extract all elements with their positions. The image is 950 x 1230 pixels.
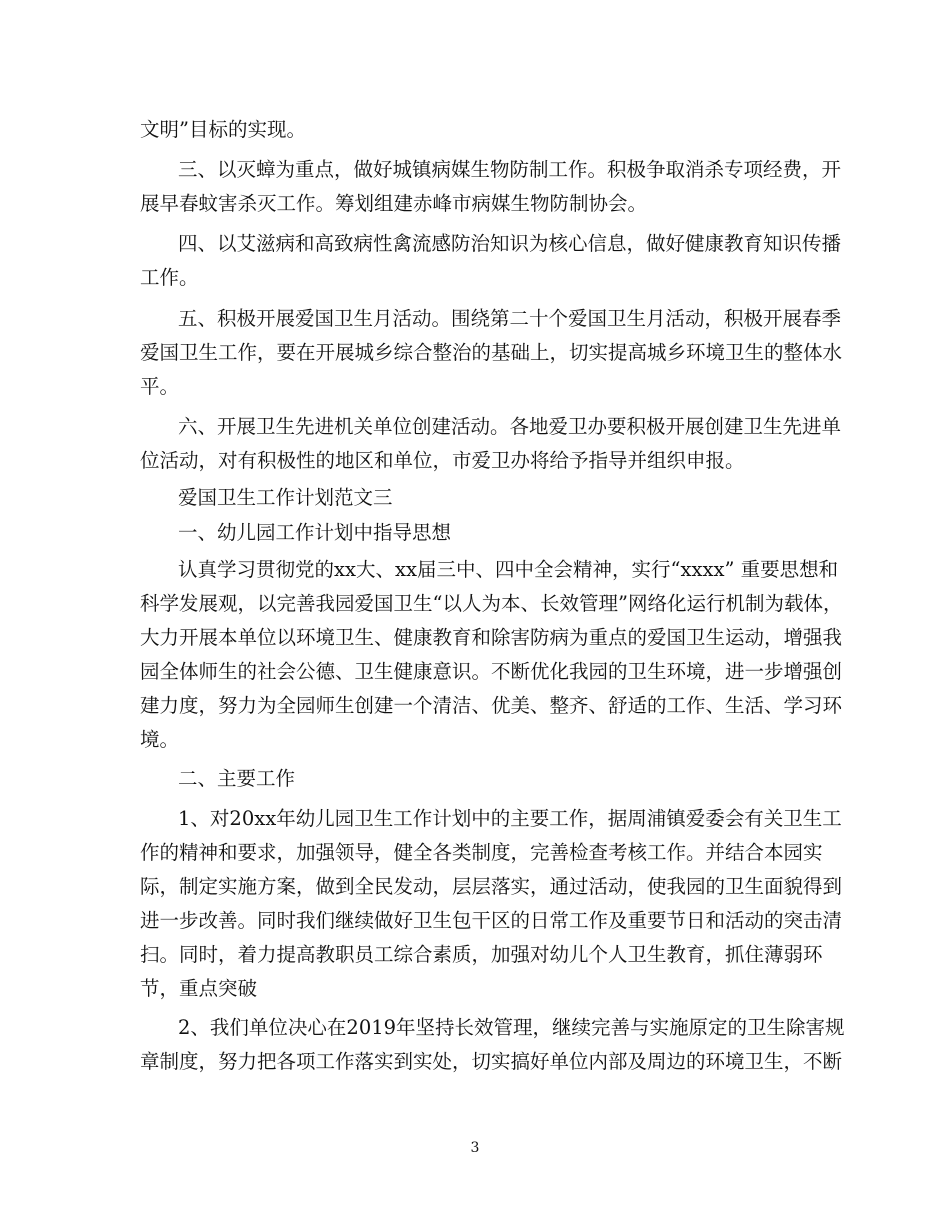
text-line: 建力度，努力为全园师生创建一个清洁、优美、整齐、舒适的工作、生活、学习环	[140, 694, 843, 717]
text-line: 际，制定实施方案，做到全民发动，层层落实，通过活动，使我园的卫生面貌得到	[140, 875, 843, 898]
text-line: 五、积极开展爱国卫生月活动。围绕第二十个爱国卫生月活动，积极开展春季	[178, 307, 842, 330]
text-line: 章制度，努力把各项工作落实到实处，切实搞好单位内部及周边的环境卫生，不断	[140, 1050, 843, 1073]
text-line: 六、开展卫生先进机关单位创建活动。各地爱卫办要积极开展创建卫生先进单	[178, 415, 842, 438]
text-line: 文明”目标的实现。	[140, 118, 306, 141]
text-line: 认真学习贯彻党的xx大、xx届三中、四中全会精神，实行“xxxx” 重要思想和	[178, 558, 839, 581]
section-heading: 一、幼儿园工作计划中指导思想	[178, 521, 452, 544]
section-heading: 爱国卫生工作计划范文三	[178, 486, 393, 509]
text-line: 1、对20xx年幼儿园卫生工作计划中的主要工作，据周浦镇爱委会有关卫生工	[178, 807, 842, 830]
text-line: 平。	[140, 375, 180, 398]
text-line: 境。	[140, 728, 180, 751]
text-line: 三、以灭蟑为重点，做好城镇病媒生物防制工作。积极争取消杀专项经费，开	[178, 158, 842, 181]
text-line: 作的精神和要求，加强领导，健全各类制度，完善检查考核工作。并结合本园实	[140, 841, 823, 864]
text-line: 扫。同时，着力提高教职员工综合素质，加强对幼儿个人卫生教育，抓住薄弱环	[140, 943, 823, 966]
section-heading: 二、主要工作	[178, 767, 296, 790]
text-line: 爱国卫生工作，要在开展城乡综合整治的基础上，切实提高城乡环境卫生的整体水	[140, 341, 843, 364]
text-line: 展早春蚊害杀灭工作。筹划组建赤峰市病媒生物防制协会。	[140, 192, 648, 215]
text-line: 位活动，对有积极性的地区和单位，市爱卫办将给予指导并组织申报。	[140, 449, 745, 472]
text-line: 科学发展观，以完善我园爱国卫生“以人为本、长效管理”网络化运行机制为载体，	[140, 592, 843, 615]
text-line: 大力开展本单位以环境卫生、健康教育和除害防病为重点的爱国卫生运动，增强我	[140, 626, 843, 649]
page-number: 3	[470, 1140, 480, 1156]
text-line: 园全体师生的社会公德、卫生健康意识。不断优化我园的卫生环境，进一步增强创	[140, 660, 843, 683]
text-line: 工作。	[140, 266, 199, 289]
text-line: 进一步改善。同时我们继续做好卫生包干区的日常工作及重要节日和活动的突击清	[140, 909, 843, 932]
text-line: 四、以艾滋病和高致病性禽流感防治知识为核心信息，做好健康教育知识传播	[178, 232, 842, 255]
text-line: 2、我们单位决心在2019年坚持长效管理，继续完善与实施原定的卫生除害规	[178, 1016, 845, 1039]
text-line: 节，重点突破	[140, 977, 258, 1000]
